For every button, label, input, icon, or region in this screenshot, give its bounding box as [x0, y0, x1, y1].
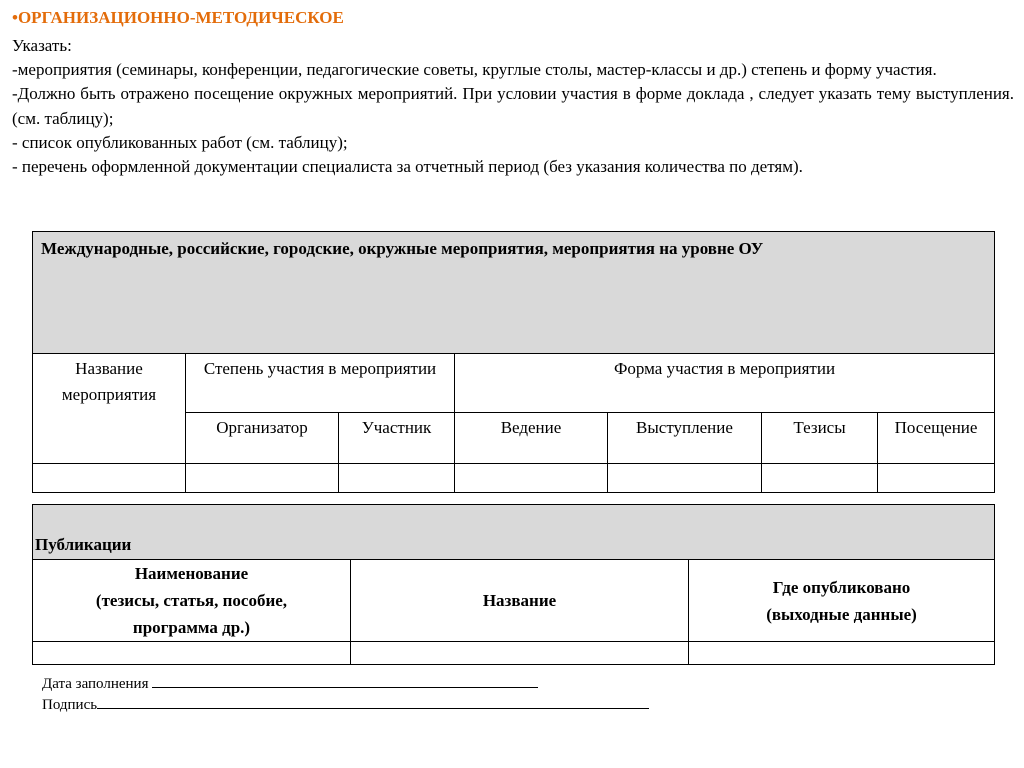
- instruction-line: -мероприятия (семинары, конференции, педагогические советы, круглые столы, мастер-классы и др.) степень и форму участия.: [12, 60, 937, 80]
- col-visit: Посещение: [878, 413, 995, 464]
- table-cell[interactable]: [351, 642, 689, 665]
- table-cell[interactable]: [762, 464, 878, 493]
- col-hosting: Ведение: [455, 413, 608, 464]
- table-cell[interactable]: [186, 464, 339, 493]
- publications-table: [32, 504, 995, 665]
- instruction-line: Указать:: [12, 36, 72, 55]
- table-row: [33, 642, 995, 665]
- table-cell[interactable]: [33, 642, 351, 665]
- table-cell[interactable]: [455, 464, 608, 493]
- instruction-line: -Должно быть отражено посещение окружных мероприятий. При условии участия в форме доклада , следует указать тему выступления. (см. таблицу);: [12, 84, 1014, 128]
- col-participation-degree: Степень участия в мероприятии: [186, 354, 455, 413]
- table-cell[interactable]: [608, 464, 762, 493]
- col-speech: Выступление: [608, 413, 762, 464]
- col-organizer: Организатор: [186, 413, 339, 464]
- table-cell[interactable]: [878, 464, 995, 493]
- section-heading: •ОРГАНИЗАЦИОННО-МЕТОДИЧЕСКОЕ: [12, 8, 344, 27]
- col-theses: Тезисы: [762, 413, 878, 464]
- signature-label: Подпись: [42, 697, 98, 713]
- events-table-title: Международные, российские, городские, окружные мероприятия, мероприятия на уровне ОУ: [33, 232, 995, 354]
- instruction-line: - перечень оформленной документации специалиста за отчетный период (без указания количества по детям).: [12, 157, 803, 177]
- col-participation-form: Форма участия в мероприятии: [455, 354, 995, 413]
- col-publication-type: Наименование (тезисы, статья, пособие, программа др.): [33, 560, 351, 642]
- col-event-name: Название мероприятия: [33, 354, 186, 464]
- instruction-line: - список опубликованных работ (см. таблицу);: [12, 132, 348, 152]
- publications-table-title: Публикации: [33, 505, 995, 560]
- date-label: Дата заполнения: [42, 676, 153, 692]
- table-cell[interactable]: [33, 464, 186, 493]
- col-published-where: Где опубликовано (выходные данные): [689, 560, 995, 642]
- signature-field[interactable]: [97, 694, 649, 709]
- table-row: [33, 464, 995, 493]
- table-cell[interactable]: [339, 464, 455, 493]
- form-footer: [42, 673, 649, 715]
- date-field[interactable]: [152, 673, 538, 688]
- instructions: [12, 34, 1014, 179]
- col-publication-name: Название: [351, 560, 689, 642]
- events-table: [32, 231, 995, 493]
- table-cell[interactable]: [689, 642, 995, 665]
- col-participant: Участник: [339, 413, 455, 464]
